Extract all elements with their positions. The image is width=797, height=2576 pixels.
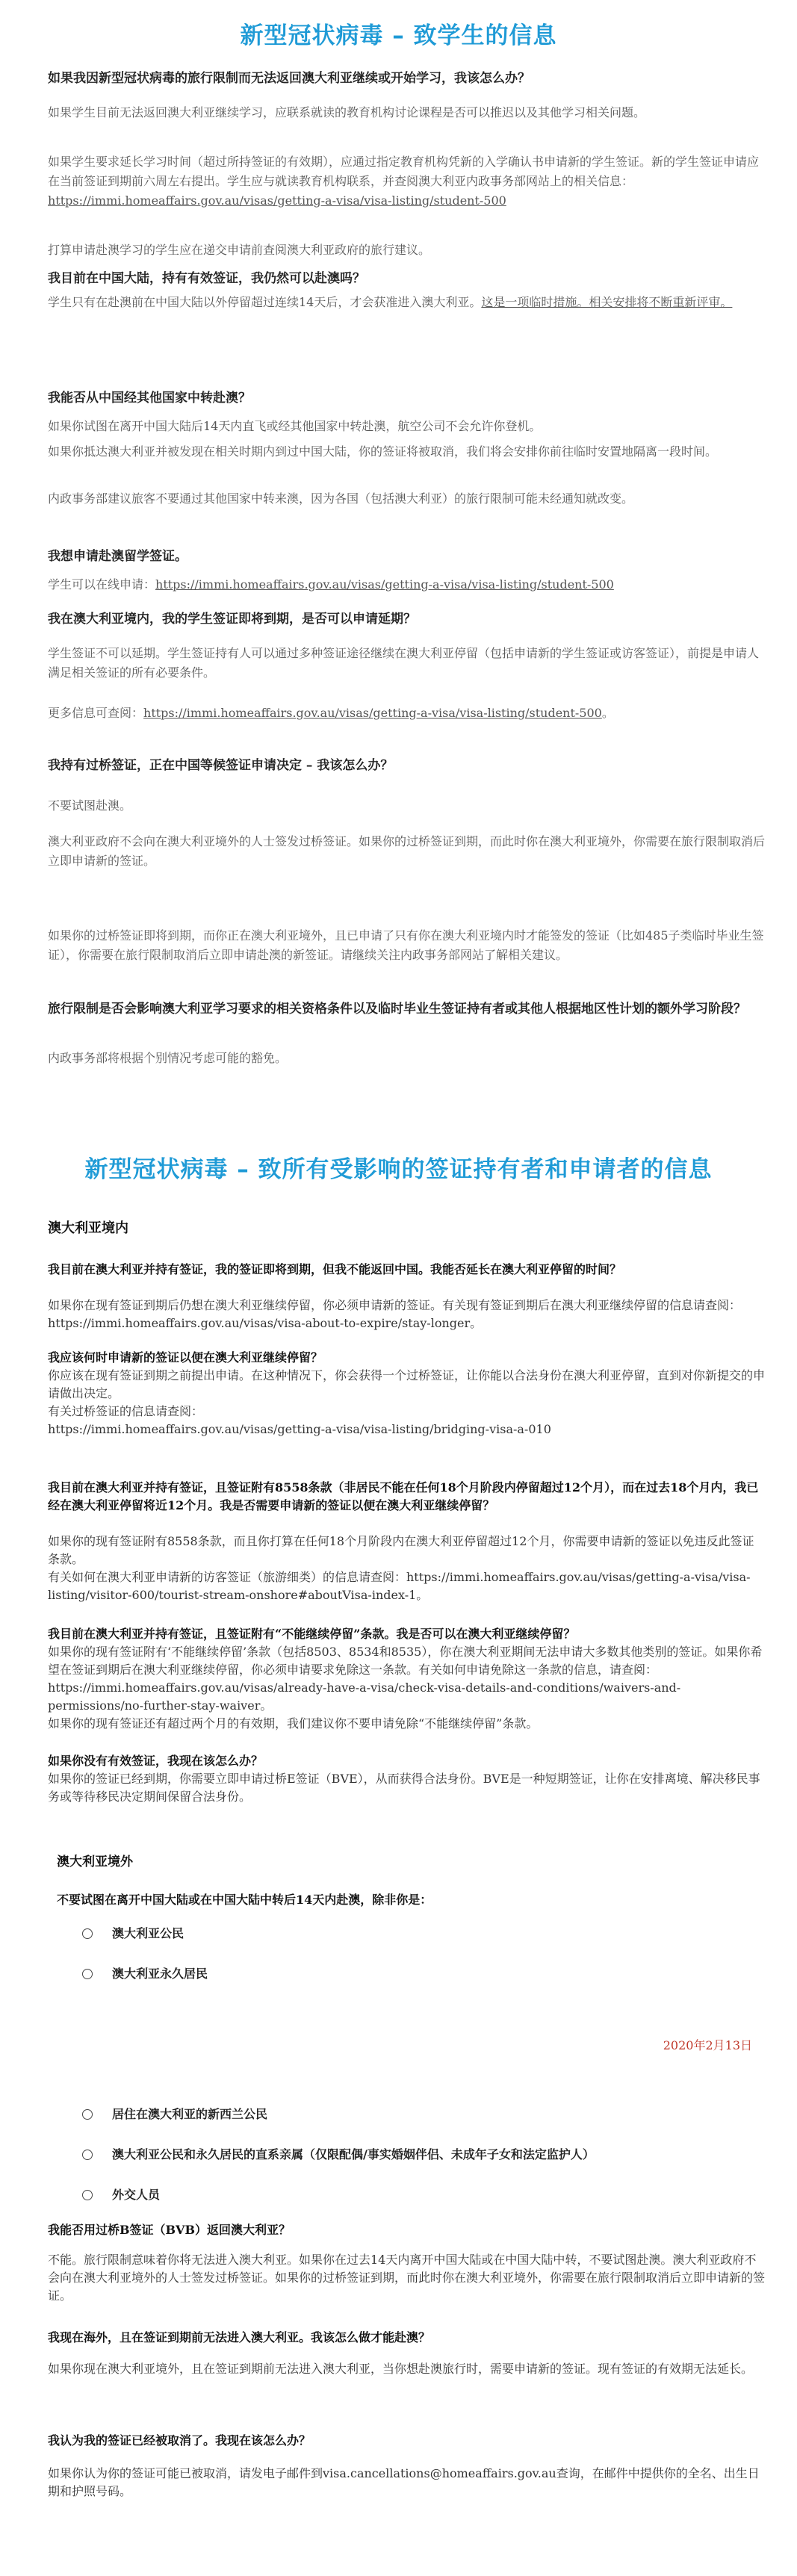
answer-paragraph: 如果你在现有签证到期后仍想在澳大利亚继续停留，你必须申请新的签证。有关现有签证到期后在澳大利亚继续停留的信息请查阅：https://immi.homeaffairs.gov.au/visas/visa-about-to-expire/stay-longer。 xyxy=(48,1298,742,1330)
exception-list-item: 居住在澳大利亚的新西兰公民 xyxy=(112,2107,268,2121)
section-heading-offshore: 澳大利亚境外 xyxy=(57,1855,133,1869)
question-in-china: 我目前在中国大陆，持有有效签证，我仍然可以赴澳吗？ xyxy=(48,271,365,286)
question-travel-restriction: 如果我因新型冠状病毒的旅行限制而无法返回澳大利亚继续或开始学习，我该怎么办？ xyxy=(48,71,530,86)
answer-paragraph: 学生可以在线申请：https://immi.homeaffairs.gov.au/visas/getting-a-visa/visa-listing/student-500 xyxy=(48,577,614,592)
answer-paragraph: 如果你的签证已经到期，你需要立即申请过桥E签证（BVE），从而获得合法身份。BVE是一种短期签证，让你在安排离境、解决移民事务或等待移民决定期间保留合法身份。 xyxy=(48,1772,760,1804)
answer-paragraph: 内政事务部将根据个别情况考虑可能的豁免。 xyxy=(48,1051,288,1065)
bridging-visa-link[interactable]: https://immi.homeaffairs.gov.au/visas/getting-a-visa/visa-listing/bridging-visa-a-010 xyxy=(48,1422,551,1436)
student-info-title: 新型冠状病毒 – 致学生的信息 xyxy=(240,22,557,49)
question-8558: 我目前在澳大利亚并持有签证，且签证附有8558条款（非居民不能在任何18个月阶段内停留超过12个月），而在过去18个月内，我已经在澳大利亚停留将近12个月。我是否需要申请新的签证以便在澳大利亚继续停留？ xyxy=(48,1480,759,1512)
bullet-icon xyxy=(82,2190,93,2200)
document-date: 2020年2月13日 xyxy=(663,2038,752,2052)
answer-paragraph: 如果学生目前无法返回澳大利亚继续学习，应联系就读的教育机构讨论课程是否可以推迟以及其他学习相关问题。 xyxy=(48,105,646,120)
answer-paragraph: 你应该在现有签证到期之前提出申请。在这种情况下，你会获得一个过桥签证，让你能以合法身份在澳大利亚停留，直到对你新提交的申请做出决定。 xyxy=(48,1368,766,1400)
answer-paragraph: 如果你试图在离开中国大陆后14天内直飞或经其他国家中转赴澳，航空公司不会允许你登机。 xyxy=(48,419,542,433)
answer-paragraph: 打算申请赴澳学习的学生应在递交申请前查阅澳大利亚政府的旅行建议。 xyxy=(48,243,431,257)
bullet-icon xyxy=(82,2150,93,2160)
exception-list-item: 澳大利亚公民和永久居民的直系亲属（仅限配偶/事实婚姻伴侣、未成年子女和法定监护人） xyxy=(112,2147,595,2161)
question-cancelled-visa: 我认为我的签证已经被取消了。我现在该怎么办？ xyxy=(48,2433,311,2448)
answer-paragraph: 有关过桥签证的信息请查阅： xyxy=(48,1404,204,1418)
exception-list-item: 澳大利亚永久居民 xyxy=(112,1967,208,1981)
exception-list-item: 外交人员 xyxy=(112,2188,161,2202)
question-when-apply: 我应该何时申请新的签证以便在澳大利亚继续停留？ xyxy=(48,1350,323,1365)
student-visa-link[interactable]: https://immi.homeaffairs.gov.au/visas/getting-a-visa/visa-listing/student-500 xyxy=(48,193,506,208)
answer-paragraph: 有关如何在澳大利亚申请新的访客签证（旅游细类）的信息请查阅：https://immi.homeaffairs.gov.au/visas/getting-a-visa/visa-listing/visitor-600/tourist-stream-onshore#aboutVisa-index-1。 xyxy=(48,1570,751,1602)
question-study-requirements: 旅行限制是否会影响澳大利亚学习要求的相关资格条件以及临时毕业生签证持有者或其他人根据地区性计划的额外学习阶段？ xyxy=(48,1002,746,1017)
answer-paragraph: 如果你的过桥签证即将到期，而你正在澳大利亚境外，且已申请了只有你在澳大利亚境内时才能签发的签证（比如485子类临时毕业生签证），你需要在旅行限制取消后立即申请赴澳的新签证。请继续关注内政事务部网站了解相关建议。 xyxy=(48,928,764,962)
answer-paragraph: 不要试图赴澳。 xyxy=(48,798,132,813)
exception-list-item: 澳大利亚公民 xyxy=(112,1926,184,1940)
question-extend-visa: 我在澳大利亚境内，我的学生签证即将到期，是否可以申请延期？ xyxy=(48,612,416,627)
question-no-valid-visa: 如果你没有有效签证，我现在该怎么办？ xyxy=(48,1754,264,1768)
section-heading-onshore: 澳大利亚境内 xyxy=(48,1220,128,1236)
student-visa-link[interactable]: https://immi.homeaffairs.gov.au/visas/getting-a-visa/visa-listing/student-500 xyxy=(155,577,614,592)
answer-paragraph: 学生只有在赴澳前在中国大陆以外停留超过连续14天后，才会获准进入澳大利亚。这是一项临时措施。相关安排将不断重新评审。 xyxy=(48,295,733,309)
question-transit: 我能否从中国经其他国家中转赴澳？ xyxy=(48,391,251,406)
question-apply-visa: 我想申请赴澳留学签证。 xyxy=(48,549,187,564)
question-no-further-stay: 我目前在澳大利亚并持有签证，且签证附有“不能继续停留”条款。我是否可以在澳大利亚继续停留？ xyxy=(48,1627,576,1641)
question-overseas: 我现在海外，且在签证到期前无法进入澳大利亚。我该怎么做才能赴澳？ xyxy=(48,2330,431,2344)
bullet-icon xyxy=(82,2109,93,2120)
answer-paragraph: 内政事务部建议旅客不要通过其他国家中转来澳，因为各国（包括澳大利亚）的旅行限制可能未经通知就改变。 xyxy=(48,491,634,506)
student-visa-link[interactable]: https://immi.homeaffairs.gov.au/visas/getting-a-visa/visa-listing/student-500 xyxy=(143,706,602,720)
answer-paragraph: 如果学生要求延长学习时间（超过所持签证的有效期），应通过指定教育机构凭新的入学确认书申请新的学生签证。新的学生签证申请应在当前签证到期前六周左右提出。学生应与就读教育机构联系，并查阅澳大利亚内政事务部网站上的相关信息：https://immi.homeaffairs.gov.au/visas/getting-a-visa/visa-listing/student-500 xyxy=(48,155,760,208)
visa-holders-info-title: 新型冠状病毒 – 致所有受影响的签证持有者和申请者的信息 xyxy=(84,1156,713,1183)
answer-paragraph: 如果你的现有签证附有‘不能继续停留’条款（包括8503、8534和8535），你在澳大利亚期间无法申请大多数其他类别的签证。如果你希望在签证到期后在澳大利亚继续停留，你必须申请要求免除这一条款。有关如何申请免除这一条款的信息，请查阅：https://immi.homeaffairs.gov.au/visas/already-have-a-visa/check-visa-details-and-conditions/waivers-and-permissions/no-further-stay-waiver。 xyxy=(48,1645,763,1713)
answer-paragraph: 如果你抵达澳大利亚并被发现在相关时期内到过中国大陆，你的签证将被取消，我们将会安排你前往临时安置地隔离一段时间。 xyxy=(48,444,718,459)
answer-paragraph: 如果你认为你的签证可能已被取消，请发电子邮件到visa.cancellations@homeaffairs.gov.au查询，在邮件中提供你的全名、出生日期和护照号码。 xyxy=(48,2466,760,2498)
answer-paragraph: 学生签证不可以延期。学生签证持有人可以通过多种签证途径继续在澳大利亚停留（包括申请新的学生签证或访客签证），前提是申请人满足相关签证的所有必要条件。 xyxy=(48,646,760,680)
question-bvb: 我能否用过桥B签证（BVB）返回澳大利亚？ xyxy=(48,2223,291,2237)
question-bridging-visa: 我持有过桥签证，正在中国等候签证申请决定 – 我该怎么办？ xyxy=(48,758,394,773)
bullet-icon xyxy=(82,1969,93,1979)
answer-paragraph: 如果你的现有签证还有超过两个月的有效期，我们建议你不要申请免除“不能继续停留”条款。 xyxy=(48,1716,539,1731)
entry-exception-intro: 不要试图在离开中国大陆或在中国大陆中转后14天内赴澳，除非你是： xyxy=(57,1893,432,1907)
answer-paragraph: 如果你的现有签证附有8558条款，而且你打算在任何18个月阶段内在澳大利亚停留超过12个月，你需要申请新的签证以免违反此签证条款。 xyxy=(48,1534,754,1566)
bullet-icon xyxy=(82,1928,93,1939)
answer-paragraph: 更多信息可查阅：https://immi.homeaffairs.gov.au/visas/getting-a-visa/visa-listing/student-500。 xyxy=(48,706,614,720)
answer-paragraph: 如果你现在澳大利亚境外，且在签证到期前无法进入澳大利亚，当你想赴澳旅行时，需要申请新的签证。现有签证的有效期无法延长。 xyxy=(48,2362,754,2376)
question-extend-stay: 我目前在澳大利亚并持有签证，我的签证即将到期，但我不能返回中国。我能否延长在澳大利亚停留的时间？ xyxy=(48,1262,622,1276)
answer-paragraph: 不能。旅行限制意味着你将无法进入澳大利亚。如果你在过去14天内离开中国大陆或在中国大陆中转，不要试图赴澳。澳大利亚政府不会向在澳大利亚境外的人士签发过桥签证。如果你的过桥签证到期，而此时你在澳大利亚境外，你需要在旅行限制取消后立即申请新的签证。 xyxy=(48,2253,766,2303)
answer-paragraph: 澳大利亚政府不会向在澳大利亚境外的人士签发过桥签证。如果你的过桥签证到期，而此时你在澳大利亚境外，你需要在旅行限制取消后立即申请新的签证。 xyxy=(48,834,766,868)
